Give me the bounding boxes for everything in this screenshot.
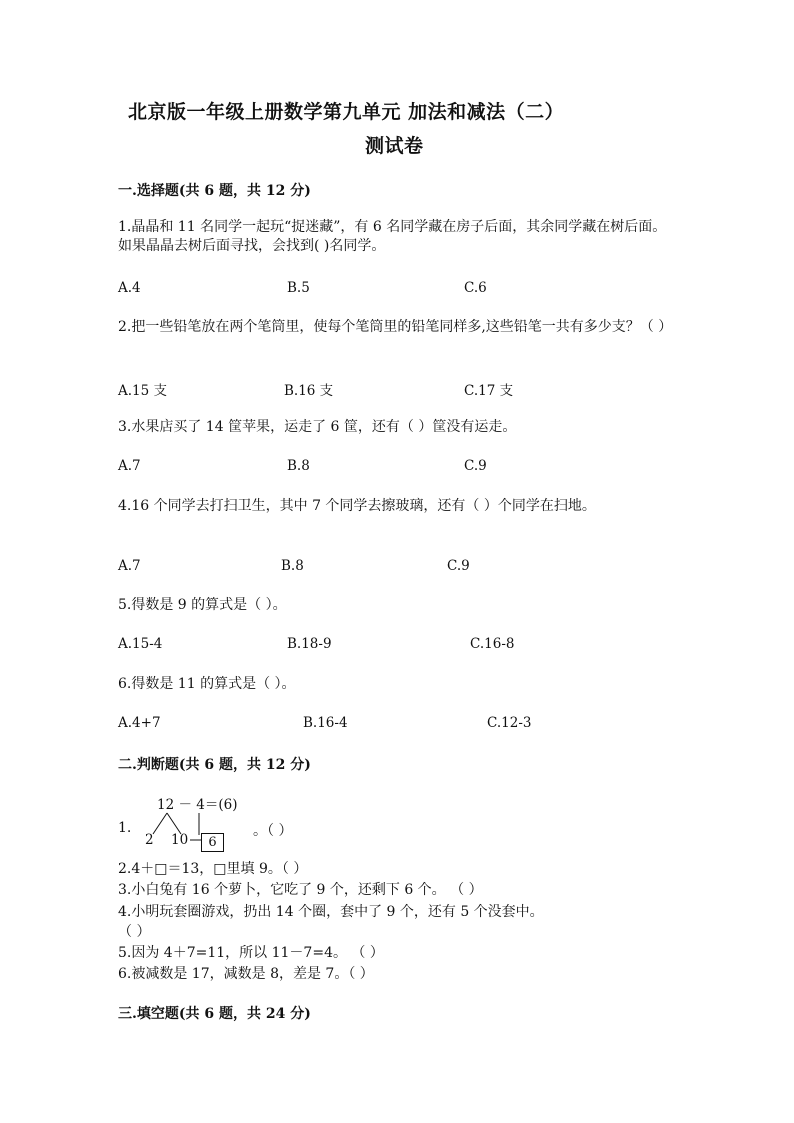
option-b: B.8 — [287, 458, 310, 474]
question-text: 3.水果店买了 14 筐苹果，运走了 6 筐，还有（ ）筐没有运走。 — [118, 419, 517, 435]
option-b: B.16-4 — [303, 715, 348, 731]
option-a: A.15-4 — [118, 636, 163, 652]
section-heading-judgement: 二.判断题(共 6 题，共 12 分) — [118, 757, 311, 773]
q1-answer-paren: 。（ ） — [253, 823, 293, 839]
split-right: 10 — [171, 832, 189, 848]
judgement-item-paren: （ ） — [118, 924, 151, 940]
option-c: C.16-8 — [470, 636, 515, 652]
option-b: B.8 — [281, 558, 304, 574]
option-c: C.6 — [464, 280, 487, 296]
judgement-item: 3.小白兔有 16 个萝卜，它吃了 9 个，还剩下 6 个。 （ ） — [118, 882, 483, 898]
option-a: A.7 — [118, 458, 141, 474]
option-c: C.12-3 — [487, 715, 532, 731]
section-heading-choice: 一.选择题(共 6 题，共 12 分) — [118, 183, 311, 199]
judgement-item: 2.4＋□＝13，□里填 9。（ ） — [118, 861, 308, 877]
answer-box: 6 — [201, 833, 224, 852]
option-a: A.4+7 — [118, 715, 161, 731]
judgement-item: 5.因为 4＋7=11，所以 11－7=4。 （ ） — [118, 945, 384, 961]
page-subtitle: 测试卷 — [365, 135, 424, 157]
q1-number: 1. — [118, 820, 132, 836]
split-left: 2 — [145, 832, 154, 848]
question-text: 1.晶晶和 11 名同学一起玩“捉迷藏”，有 6 名同学藏在房子后面，其余同学藏在树后面。如果晶晶去树后面寻找，会找到( )名同学。 — [118, 219, 667, 254]
option-c: C.9 — [464, 458, 487, 474]
judgement-item: 6.被减数是 17，减数是 8，差是 7。（ ） — [118, 966, 374, 982]
question-text: 5.得数是 9 的算式是（ ）。 — [118, 597, 287, 613]
section-heading-fill: 三.填空题(共 6 题，共 24 分) — [118, 1006, 311, 1022]
judgement-item: 4.小明玩套圈游戏，扔出 14 个圈，套中了 9 个，还有 5 个没套中。 — [118, 904, 544, 920]
page-title: 北京版一年级上册数学第九单元 加法和减法（二） — [128, 101, 565, 123]
option-b: B.5 — [287, 280, 310, 296]
option-b: B.16 支 — [284, 383, 334, 399]
option-b: B.18-9 — [287, 636, 332, 652]
q1-equation: 12 － 4＝(6) — [157, 797, 238, 813]
question-text: 2.把一些铅笔放在两个笔筒里，使每个笔筒里的铅笔同样多,这些铅笔一共有多少支？（ ） — [118, 319, 673, 335]
question-text: 6.得数是 11 的算式是（ ）。 — [118, 676, 296, 692]
option-a: A.4 — [118, 280, 141, 296]
option-c: C.17 支 — [464, 383, 514, 399]
question-text: 4.16 个同学去打扫卫生，其中 7 个同学去擦玻璃，还有（ ）个同学在扫地。 — [118, 498, 596, 514]
option-a: A.15 支 — [118, 383, 168, 399]
option-a: A.7 — [118, 558, 141, 574]
option-c: C.9 — [447, 558, 470, 574]
